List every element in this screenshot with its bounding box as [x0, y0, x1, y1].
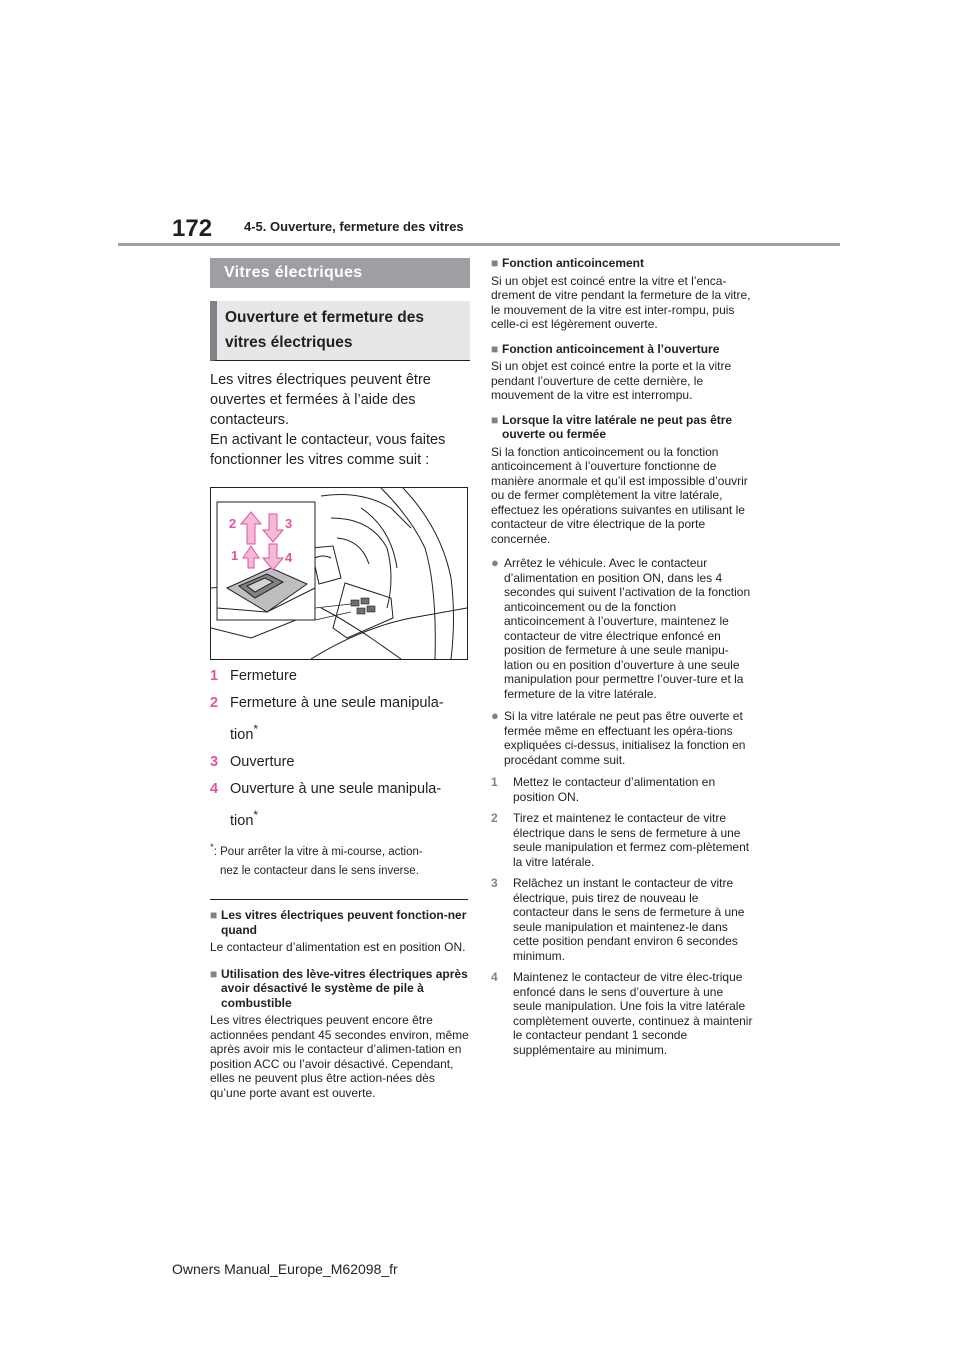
- window-switch-illustration: [210, 487, 468, 660]
- note-block: [491, 342, 753, 403]
- step-text: Relâchez un instant le contacteur de vitre électrique, puis tirez de nouveau le contacteur dans le sens de fermeture à une seule manipulation et maintenez-le dans cette position pendant environ 6 secondes minimum.: [513, 876, 745, 963]
- arrow-label-2: 2: [229, 516, 237, 531]
- intro-text: [210, 370, 470, 470]
- legend-text-continuation: [210, 719, 258, 745]
- footnote-line: nez le contacteur dans le sens inverse.: [220, 865, 419, 878]
- legend-item: [210, 666, 470, 686]
- bullet-text: Arrêtez le véhicule. Avec le contacteur d’alimentation en position ON, dans les 4 secondes qui suivent l’activation de la fonction anticoincement ou de la fonction anticoincement à l’ouverture, maintenez le contacteur de vitre électrique enfoncé en position de fermeture à une seule manipu-lation ou en position d’ouverture à une seule manipulation pour permettre l’ouver-ture et la fermeture de la vitre latérale.: [504, 556, 751, 701]
- page-footer: Owners Manual_Europe_M62098_fr: [172, 1261, 398, 1277]
- step-number: 3: [491, 876, 498, 890]
- step-item: [491, 876, 753, 963]
- right-column: [491, 256, 753, 1057]
- figure-legend: [210, 666, 470, 831]
- arrow-label-3: 3: [285, 516, 293, 531]
- footnote-marker: *: [253, 807, 259, 822]
- legend-text-continuation: [210, 805, 258, 831]
- section-header: 4-5. Ouverture, fermeture des vitres: [244, 219, 464, 234]
- note-title-text: Les vitres électriques peuvent fonction-ner quand: [221, 908, 467, 937]
- legend-text: Ouverture à une seule manipula-: [230, 780, 442, 797]
- footnote: [210, 838, 470, 882]
- step-item: [491, 970, 753, 1057]
- notes-divider: [210, 899, 468, 900]
- square-bullet-icon: ■: [210, 966, 218, 981]
- legend-text: Ouverture: [230, 753, 295, 770]
- note-body: Le contacteur d’alimentation est en position ON.: [210, 940, 466, 955]
- round-bullet-icon: ●: [491, 555, 499, 570]
- note-body: Si un objet est coincé entre la porte et la vitre pendant l’ouverture de cette dernière, le mouvement de la vitre est interrompu.: [491, 359, 732, 402]
- note-title: [210, 908, 470, 937]
- legend-item: [210, 779, 470, 831]
- note-title: [491, 413, 753, 442]
- section-title: Vitres électriques: [210, 258, 470, 288]
- step-item: [491, 775, 753, 804]
- legend-item: [210, 693, 470, 745]
- step-text: Tirez et maintenez le contacteur de vitre électrique dans le sens de fermeture à une seule manipulation et fermez com-plètement la vitre latérale.: [513, 811, 750, 869]
- legend-number: 4: [210, 780, 219, 797]
- header-divider: [118, 243, 840, 246]
- square-bullet-icon: ■: [491, 412, 499, 427]
- illustration-graphic: [211, 488, 467, 659]
- left-column: [210, 258, 470, 1100]
- step-number: 4: [491, 970, 498, 984]
- legend-text: Fermeture: [230, 668, 297, 684]
- legend-text: Fermeture à une seule manipula-: [230, 695, 444, 711]
- note-block: [491, 256, 753, 332]
- note-title: [491, 342, 753, 357]
- step-number: 1: [491, 775, 498, 789]
- round-bullet-icon: ●: [491, 708, 499, 723]
- note-body: Si un objet est coincé entre la vitre et l’enca-drement de vitre pendant la fermeture de la vitre, le mouvement de la vitre est inter-rompu, puis celle-ci est légèrement ouverte.: [491, 273, 751, 331]
- note-title-text: Fonction anticoincement: [502, 256, 645, 270]
- note-body: Les vitres électriques peuvent encore être actionnées pendant 45 secondes environ, même après avoir mis le contacteur d’alimen-tation en position ACC ou l’avoir désactivé. Cependant, elles ne peuvent plus être action-nées dès qu’une porte avant est ouverte.: [210, 1013, 469, 1100]
- bullet-item: [491, 709, 753, 767]
- note-block: [210, 908, 470, 955]
- step-number: 2: [491, 811, 498, 825]
- legend-number: 3: [210, 753, 219, 770]
- square-bullet-icon: ■: [491, 341, 499, 356]
- intro-paragraph: En activant le contacteur, vous faites fonctionner les vitres comme suit :: [210, 432, 446, 468]
- legend-text-cont: tion: [230, 726, 254, 743]
- bullet-text: Si la vitre latérale ne peut pas être ouverte et fermée même en effectuant les opéra-tions expliquées ci-dessus, initialisez la fonction en procédant comme suit.: [504, 709, 746, 767]
- note-block: [210, 967, 470, 1101]
- step-item: [491, 811, 753, 869]
- square-bullet-icon: ■: [491, 256, 499, 270]
- step-text: Maintenez le contacteur de vitre élec-trique enfoncé dans le sens d’ouverture à une seule manipulation. Une fois la vitre latérale complètement ouverte, continuez à maintenir le contacteur pendant 1 seconde supplémentaire au minimum.: [513, 970, 753, 1057]
- bullet-item: [491, 556, 753, 701]
- square-bullet-icon: ■: [210, 908, 218, 923]
- step-text: Mettez le contacteur d’alimentation en position ON.: [513, 775, 716, 804]
- intro-paragraph: Les vitres électriques peuvent être ouvertes et fermées à l’aide des contacteurs.: [210, 372, 431, 428]
- note-title: [491, 256, 753, 271]
- note-title-text: Fonction anticoincement à l’ouverture: [502, 341, 720, 356]
- page-number: 172: [172, 215, 213, 242]
- note-title-text: Lorsque la vitre latérale ne peut pas être ouverte ou fermée: [502, 412, 733, 441]
- note-title: [210, 967, 470, 1011]
- legend-text-cont: tion: [230, 812, 254, 829]
- arrow-label-4: 4: [285, 550, 293, 565]
- legend-number: 2: [210, 695, 219, 711]
- footnote-line: : Pour arrêter la vitre à mi-course, action-: [213, 845, 423, 858]
- note-body: Si la fonction anticoincement ou la fonction anticoincement à l’ouverture fonctionne de manière anormale et qu’il est impossible d’ouvrir ou de fermer complètement la vitre latérale, effectuez les opérations suivantes en utilisant le contacteur de vitre électrique de la porte concernée.: [491, 444, 748, 546]
- legend-number: 1: [210, 668, 219, 684]
- note-block: [491, 413, 753, 547]
- legend-item: [210, 752, 470, 772]
- note-title-text: Utilisation des lève-vitres électriques après avoir désactivé le système de pile à combustible: [221, 966, 468, 1010]
- subsection-title: Ouverture et fermeture des vitres électriques: [210, 301, 470, 361]
- footnote-star: *: [210, 841, 214, 853]
- footnote-marker: *: [253, 722, 259, 736]
- arrow-label-1: 1: [231, 548, 239, 563]
